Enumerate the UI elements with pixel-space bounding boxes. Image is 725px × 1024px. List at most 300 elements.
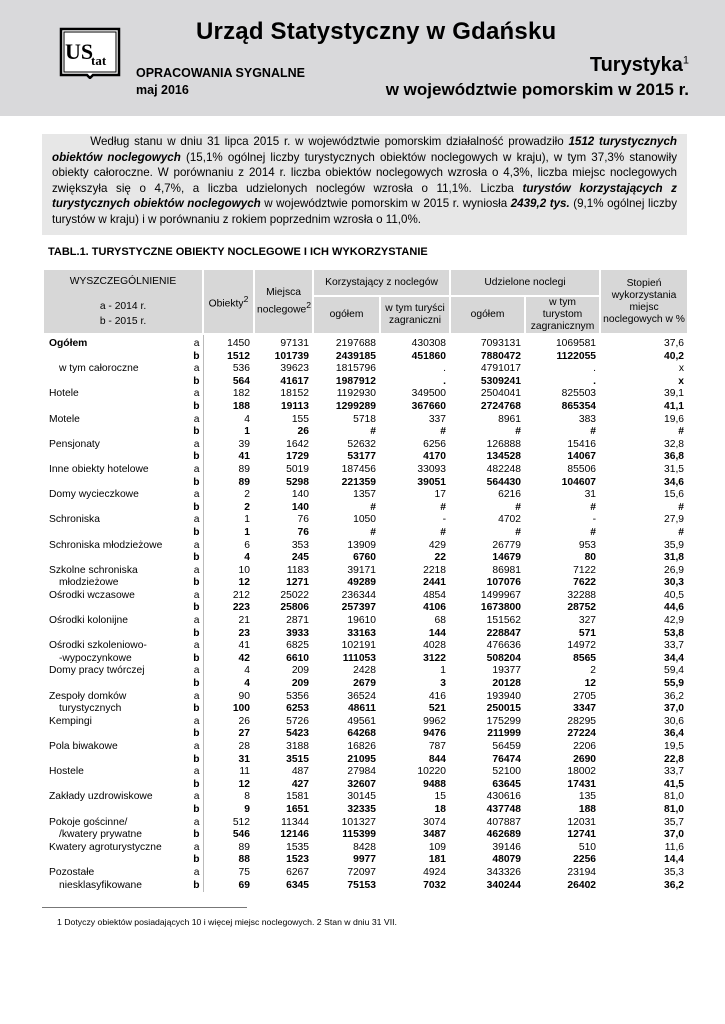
cell-stopien: 32,8 (663, 438, 685, 450)
cell-korzystajacy-ogolem: 236344 (341, 589, 377, 601)
cell-miejsca: 6610 (286, 652, 310, 664)
us-stat-logo (57, 25, 123, 79)
header-stopien: Stopień wykorzystania miejsc noclegowych w % (600, 269, 688, 334)
cell-miejsca: 2871 (286, 615, 310, 627)
cell-noclegi-ogolem: 211999 (487, 728, 522, 740)
cell-obiekty: 27 (203, 728, 254, 741)
row-label: Szkolne schroniska (49, 564, 138, 576)
cell-stopien: 37,6 (663, 338, 685, 349)
cell-obiekty: 69 (203, 880, 254, 893)
cell-korzystajacy-zagraniczni: 109 (428, 841, 447, 853)
cell-korzystajacy-ogolem: 8428 (353, 841, 377, 853)
year-marker: a (193, 438, 200, 450)
cell-korzystajacy-ogolem: 64268 (347, 728, 377, 740)
year-marker: a (193, 615, 200, 627)
cell-stopien: 30,3 (663, 577, 685, 589)
table-row (43, 451, 688, 464)
row-label: /kwatery prywatne (59, 829, 142, 841)
year-marker: b (193, 375, 200, 387)
year-marker: a (193, 665, 200, 677)
year-marker: a (193, 338, 200, 349)
table-row (43, 716, 688, 729)
cell-stopien: 41,5 (663, 778, 685, 790)
cell-stopien: x (678, 363, 685, 375)
row-label (43, 602, 191, 615)
cell-korzystajacy-zagraniczni: 3487 (423, 829, 447, 841)
header-miejsca: Miejsca noclegowe$^2$ (254, 269, 313, 334)
year-marker: b (193, 854, 200, 866)
table-row (43, 363, 688, 376)
cell-noclegi-ogolem: 19377 (492, 665, 522, 677)
cell-obiekty: 564 (203, 376, 254, 389)
cell-obiekty: 4 (203, 414, 254, 427)
cell-stopien: 40,5 (663, 589, 685, 601)
cell-stopien: 14,4 (663, 854, 685, 866)
year-marker: a (193, 514, 200, 526)
cell-obiekty: 39 (203, 439, 254, 452)
cell-stopien: 30,6 (663, 715, 685, 727)
cell-miejsca: 5726 (286, 715, 310, 727)
cell-noclegi-zagranicznym: 104607 (561, 476, 597, 488)
cell-korzystajacy-zagraniczni: 9476 (423, 728, 447, 740)
cell-korzystajacy-zagraniczni: 15 (434, 791, 447, 803)
year-marker: a (193, 791, 200, 803)
cell-stopien: 37,0 (663, 703, 685, 715)
cell-stopien: 37,0 (663, 829, 685, 841)
cell-noclegi-zagranicznym: 953 (578, 539, 597, 551)
cell-noclegi-zagranicznym: 7122 (573, 564, 597, 576)
cell-noclegi-ogolem: 48079 (492, 854, 522, 866)
row-label (43, 678, 191, 691)
year-marker: b (193, 778, 200, 790)
table-row (43, 867, 688, 880)
table-row (43, 779, 688, 792)
cell-noclegi-ogolem: 482248 (486, 463, 522, 475)
cell-noclegi-ogolem: 228847 (486, 627, 522, 639)
cell-miejsca: 353 (291, 539, 310, 551)
cell-korzystajacy-ogolem: 27984 (347, 766, 377, 778)
cell-noclegi-ogolem: 52100 (492, 766, 522, 778)
year-marker: b (193, 451, 200, 463)
table-row (43, 388, 688, 401)
cell-korzystajacy-ogolem: 48611 (347, 703, 377, 715)
cell-korzystajacy-ogolem: 30145 (347, 791, 377, 803)
row-label: -wypoczynkowe (59, 652, 132, 664)
cell-korzystajacy-ogolem: 39171 (347, 564, 377, 576)
cell-korzystajacy-zagraniczni: 22 (434, 552, 447, 564)
row-label: Zespoły domków (49, 690, 127, 702)
cell-korzystajacy-zagraniczni: 430308 (411, 338, 447, 349)
cell-noclegi-ogolem: 437748 (486, 803, 522, 815)
table-row (43, 602, 688, 615)
table-row (43, 766, 688, 779)
table-row (43, 565, 688, 578)
header-kor-ogolem: ogółem (313, 296, 380, 334)
cell-korzystajacy-ogolem: 32335 (347, 803, 377, 815)
table-row (43, 477, 688, 490)
row-label: Kempingi (49, 715, 92, 727)
row-label (43, 401, 191, 414)
cell-miejsca: 12146 (280, 829, 310, 841)
cell-noclegi-zagranicznym: 80 (584, 552, 597, 564)
table-row (43, 464, 688, 477)
cell-obiekty: 1 (203, 426, 254, 439)
cell-noclegi-ogolem: # (515, 526, 522, 538)
cell-stopien: 11,6 (664, 841, 685, 853)
cell-korzystajacy-zagraniczni: 416 (428, 690, 447, 702)
cell-noclegi-ogolem: 250015 (486, 703, 522, 715)
row-label: turystycznych (59, 703, 122, 715)
table-body (43, 334, 688, 892)
table-row (43, 691, 688, 704)
row-label: Pokoje gościnne/ (49, 816, 128, 828)
cell-miejsca: 6345 (286, 879, 310, 891)
cell-obiekty: 536 (203, 363, 254, 376)
cell-noclegi-ogolem: 56459 (492, 741, 522, 752)
cell-obiekty: 1450 (203, 334, 254, 351)
table-row (43, 842, 688, 855)
cell-obiekty: 4 (203, 665, 254, 678)
cell-obiekty: 41 (203, 640, 254, 653)
cell-stopien: 31,5 (663, 463, 685, 475)
cell-noclegi-zagranicznym: 12 (584, 678, 597, 690)
row-label: Domy wycieczkowe (49, 489, 139, 501)
series-name: OPRACOWANIA SYGNALNE (136, 66, 305, 80)
cell-korzystajacy-ogolem: # (370, 526, 377, 538)
cell-miejsca: 1642 (286, 438, 310, 450)
cell-noclegi-zagranicznym: 27224 (567, 728, 597, 740)
row-label: Hostele (49, 766, 84, 778)
cell-obiekty: 88 (203, 854, 254, 867)
row-label (43, 854, 191, 867)
row-label: Domy pracy twórczej (49, 665, 145, 677)
row-label (43, 477, 191, 490)
cell-obiekty: 2 (203, 489, 254, 502)
year-marker: a (193, 715, 200, 727)
row-label: Schroniska (49, 514, 100, 526)
cell-korzystajacy-ogolem: 6760 (353, 552, 377, 564)
cell-korzystajacy-zagraniczni: 144 (428, 627, 447, 639)
cell-noclegi-zagranicznym: 865354 (561, 400, 597, 412)
cell-miejsca: 140 (291, 489, 310, 501)
cell-korzystajacy-zagraniczni: . (443, 363, 447, 375)
header-wyszczegolnienie: WYSZCZEGÓLNIENIE a - 2014 r. b - 2015 r. (43, 269, 203, 334)
row-label: Pola biwakowe (49, 741, 118, 752)
cell-noclegi-ogolem: 7880472 (480, 350, 522, 362)
cell-obiekty: 90 (203, 691, 254, 704)
table-row (43, 804, 688, 817)
table-row (43, 854, 688, 867)
table-row (43, 527, 688, 540)
cell-korzystajacy-ogolem: 52632 (347, 438, 377, 450)
year-marker: a (193, 589, 200, 601)
cell-noclegi-zagranicznym: 26402 (567, 879, 597, 891)
summary-box (42, 134, 687, 235)
year-marker: a (193, 564, 200, 576)
year-marker: b (193, 728, 200, 740)
cell-korzystajacy-zagraniczni: 6256 (423, 438, 447, 450)
cell-noclegi-zagranicznym: 327 (578, 615, 597, 627)
cell-korzystajacy-zagraniczni: 3122 (423, 652, 447, 664)
table-row (43, 678, 688, 691)
cell-stopien: 19,6 (663, 413, 685, 425)
table-row (43, 351, 688, 364)
footnote-divider (42, 907, 247, 908)
cell-obiekty: 23 (203, 628, 254, 641)
table-row (43, 754, 688, 767)
cell-stopien: 36,2 (663, 879, 685, 891)
year-marker: b (193, 350, 200, 362)
cell-noclegi-ogolem: 5309241 (480, 375, 522, 387)
cell-miejsca: 11344 (281, 816, 310, 828)
cell-korzystajacy-ogolem: 115399 (342, 829, 377, 841)
cell-korzystajacy-zagraniczni: 787 (428, 741, 447, 752)
office-title: Urząd Statystyczny w Gdańsku (196, 18, 557, 45)
cell-noclegi-ogolem: 1673800 (480, 602, 522, 614)
cell-korzystajacy-ogolem: 33163 (347, 627, 377, 639)
cell-noclegi-zagranicznym: 2206 (573, 741, 597, 752)
cell-noclegi-ogolem: # (515, 426, 522, 438)
cell-obiekty: 89 (203, 842, 254, 855)
cell-miejsca: 97131 (280, 338, 310, 349)
table-row (43, 590, 688, 603)
publication-date: maj 2016 (136, 83, 189, 97)
header-obiekty: Obiekty$^2$ (203, 269, 254, 334)
cell-noclegi-ogolem: 2504041 (480, 388, 522, 400)
cell-noclegi-ogolem: 8961 (498, 413, 522, 425)
cell-korzystajacy-ogolem: 72097 (347, 866, 377, 878)
cell-korzystajacy-zagraniczni: 68 (434, 615, 447, 627)
cell-stopien: 15,6 (663, 489, 685, 501)
header-korzystajacy: Korzystający z noclegów (313, 269, 450, 296)
cell-noclegi-zagranicznym: 383 (578, 413, 597, 425)
cell-noclegi-zagranicznym: . (593, 363, 597, 375)
cell-noclegi-zagranicznym: 15416 (567, 438, 597, 450)
cell-miejsca: 6267 (286, 866, 310, 878)
cell-noclegi-ogolem: 39146 (492, 841, 522, 853)
cell-noclegi-zagranicznym: . (593, 375, 597, 387)
cell-noclegi-ogolem: 430616 (486, 791, 522, 803)
cell-korzystajacy-zagraniczni: 1 (440, 665, 447, 677)
cell-noclegi-ogolem: 86981 (492, 564, 522, 576)
cell-noclegi-ogolem: 4791017 (480, 363, 522, 375)
cell-obiekty: 28 (203, 741, 254, 754)
svg-text:tat: tat (91, 53, 107, 68)
cell-miejsca: 209 (291, 665, 310, 677)
year-marker: a (193, 816, 200, 828)
row-label (43, 351, 191, 364)
cell-korzystajacy-zagraniczni: 844 (428, 753, 447, 765)
cell-noclegi-zagranicznym: 12741 (567, 829, 597, 841)
cell-stopien: 35,7 (663, 816, 685, 828)
cell-korzystajacy-zagraniczni: # (440, 526, 447, 538)
cell-korzystajacy-zagraniczni: 10220 (417, 766, 447, 778)
cell-korzystajacy-zagraniczni: 349500 (411, 388, 447, 400)
cell-obiekty: 21 (203, 615, 254, 628)
cell-noclegi-zagranicznym: 1122055 (556, 350, 597, 362)
cell-korzystajacy-ogolem: 1815796 (335, 363, 377, 375)
cell-korzystajacy-ogolem: 101327 (341, 816, 377, 828)
row-label: młodzieżowe (59, 577, 119, 589)
cell-stopien: # (678, 501, 685, 513)
cell-obiekty: 4 (203, 678, 254, 691)
cell-miejsca: 76 (297, 526, 310, 538)
cell-korzystajacy-zagraniczni: 33093 (417, 463, 447, 475)
cell-korzystajacy-ogolem: 21095 (347, 753, 377, 765)
cell-noclegi-ogolem: 343326 (486, 866, 522, 878)
cell-obiekty: 188 (203, 401, 254, 414)
table-row (43, 502, 688, 515)
cell-obiekty: 212 (203, 590, 254, 603)
svg-text:US: US (65, 39, 94, 64)
year-marker: b (193, 652, 200, 664)
cell-obiekty: 9 (203, 804, 254, 817)
cell-noclegi-zagranicznym: # (590, 526, 597, 538)
cell-noclegi-zagranicznym: 14972 (567, 640, 597, 652)
cell-stopien: 26,9 (663, 564, 685, 576)
table-row (43, 817, 688, 830)
header-udzielone: Udzielone noclegi (450, 269, 600, 296)
cell-korzystajacy-ogolem: 49289 (347, 577, 377, 589)
cell-noclegi-zagranicznym: 23194 (567, 866, 597, 878)
year-marker: b (193, 526, 200, 538)
cell-korzystajacy-zagraniczni: 4170 (423, 451, 447, 463)
cell-miejsca: 1271 (286, 577, 310, 589)
cell-miejsca: 1581 (286, 791, 310, 803)
year-marker: b (193, 829, 200, 841)
table-row (43, 334, 688, 351)
cell-obiekty: 10 (203, 565, 254, 578)
cell-korzystajacy-ogolem: 1192930 (336, 388, 377, 400)
cell-korzystajacy-ogolem: 257397 (341, 602, 377, 614)
cell-miejsca: 39623 (280, 363, 310, 375)
cell-noclegi-zagranicznym: 31 (584, 489, 597, 501)
cell-korzystajacy-zagraniczni: # (440, 426, 447, 438)
table-row (43, 489, 688, 502)
cell-obiekty: 12 (203, 577, 254, 590)
table-title: TABL.1. TURYSTYCZNE OBIEKTY NOCLEGOWE I ICH WYKORZYSTANIE (48, 246, 428, 258)
cell-miejsca: 3515 (286, 753, 310, 765)
row-label (43, 451, 191, 464)
cell-obiekty: 89 (203, 477, 254, 490)
year-marker: a (193, 489, 200, 501)
cell-noclegi-ogolem: 407887 (486, 816, 522, 828)
cell-stopien: 34,6 (663, 476, 685, 488)
cell-noclegi-zagranicznym: 18002 (567, 766, 597, 778)
cell-korzystajacy-zagraniczni: 521 (428, 703, 447, 715)
topic-subtitle: w województwie pomorskim w 2015 r. (385, 80, 689, 99)
cell-obiekty: 75 (203, 867, 254, 880)
cell-miejsca: 5298 (286, 476, 310, 488)
cell-noclegi-ogolem: 20128 (492, 678, 522, 690)
cell-noclegi-ogolem: 134528 (486, 451, 522, 463)
cell-korzystajacy-ogolem: 1299289 (335, 400, 377, 412)
cell-korzystajacy-zagraniczni: 9488 (423, 778, 447, 790)
cell-noclegi-zagranicznym: 7622 (573, 577, 597, 589)
table-row (43, 540, 688, 553)
cell-obiekty: 512 (203, 817, 254, 830)
cell-noclegi-zagranicznym: 2256 (573, 854, 597, 866)
table-row (43, 615, 688, 628)
cell-noclegi-ogolem: 7093131 (480, 338, 522, 349)
cell-stopien: 34,4 (663, 652, 685, 664)
row-label (43, 426, 191, 439)
cell-korzystajacy-ogolem: 49561 (347, 715, 377, 727)
row-label (43, 628, 191, 641)
year-marker: a (193, 363, 200, 375)
cell-korzystajacy-ogolem: # (370, 426, 377, 438)
row-label: Kwatery agroturystyczne (49, 841, 162, 853)
cell-korzystajacy-zagraniczni: 17 (434, 489, 447, 501)
year-marker: a (193, 741, 200, 752)
cell-korzystajacy-zagraniczni: 4028 (423, 640, 447, 652)
year-marker: b (193, 400, 200, 412)
cell-miejsca: 25022 (280, 589, 310, 601)
cell-noclegi-zagranicznym: # (590, 501, 597, 513)
year-marker: a (193, 640, 200, 652)
cell-miejsca: 487 (291, 766, 310, 778)
cell-korzystajacy-zagraniczni: 429 (428, 539, 447, 551)
cell-obiekty: 100 (203, 703, 254, 716)
cell-miejsca: 76 (297, 514, 310, 526)
header-udz-zagranicznym: w tym turystom zagranicznym (525, 296, 600, 334)
table-row (43, 665, 688, 678)
cell-noclegi-ogolem: 175299 (486, 715, 522, 727)
cell-korzystajacy-ogolem: 5718 (353, 413, 377, 425)
cell-noclegi-ogolem: 14679 (492, 552, 522, 564)
cell-noclegi-ogolem: 476636 (486, 640, 522, 652)
row-label: Pensjonaty (49, 438, 100, 450)
cell-korzystajacy-ogolem: 75153 (347, 879, 377, 891)
row-label: w tym całoroczne (59, 363, 139, 375)
cell-noclegi-ogolem: 2724768 (480, 400, 522, 412)
cell-stopien: 33,7 (663, 640, 685, 652)
row-label: Ośrodki kolonijne (49, 615, 128, 627)
cell-korzystajacy-ogolem: 53177 (347, 451, 377, 463)
header-udz-ogolem: ogółem (450, 296, 525, 334)
cell-stopien: 27,9 (663, 514, 685, 526)
cell-korzystajacy-ogolem: 2439185 (335, 350, 377, 362)
cell-stopien: 42,9 (663, 615, 685, 627)
year-marker: b (193, 602, 200, 614)
cell-stopien: # (678, 426, 685, 438)
year-marker: b (193, 753, 200, 765)
year-marker: a (193, 463, 200, 475)
table-row (43, 829, 688, 842)
cell-noclegi-ogolem: 193940 (486, 690, 522, 702)
table-row (43, 640, 688, 653)
cell-stopien: 31,8 (663, 552, 685, 564)
cell-obiekty: 26 (203, 716, 254, 729)
row-label (43, 552, 191, 565)
table-row (43, 653, 688, 666)
cell-miejsca: 1535 (286, 841, 310, 853)
cell-miejsca: 6825 (286, 640, 310, 652)
cell-obiekty: 31 (203, 754, 254, 767)
topic-title: Turystyka$^1$ (589, 54, 689, 76)
table-row (43, 728, 688, 741)
cell-noclegi-ogolem: 26779 (492, 539, 522, 551)
cell-obiekty: 41 (203, 451, 254, 464)
cell-stopien: 41,1 (663, 400, 685, 412)
cell-miejsca: 18152 (280, 388, 310, 400)
year-marker: a (193, 866, 200, 878)
cell-noclegi-zagranicznym: 571 (578, 627, 597, 639)
row-label (43, 779, 191, 792)
cell-stopien: 53,8 (663, 627, 685, 639)
cell-korzystajacy-zagraniczni: 4924 (423, 866, 447, 878)
cell-noclegi-zagranicznym: 188 (578, 803, 597, 815)
